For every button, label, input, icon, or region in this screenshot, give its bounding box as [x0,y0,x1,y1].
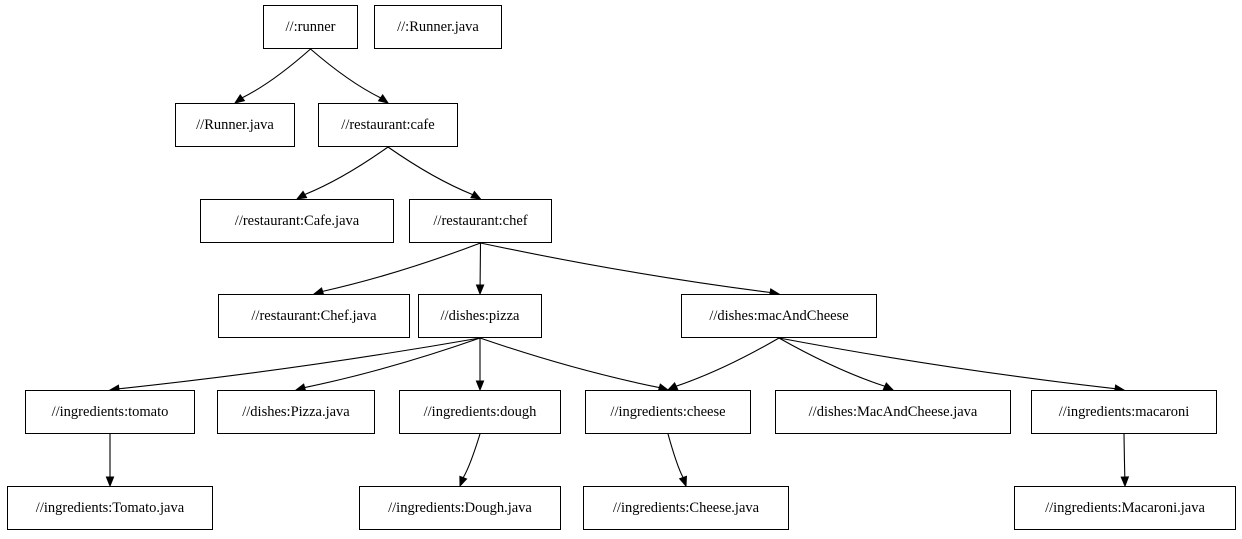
graph-node-label: //ingredients:Macaroni.java [1045,499,1205,516]
graph-edge-arrowhead [379,95,388,103]
graph-node-label: //dishes:MacAndCheese.java [808,403,978,420]
graph-edge-macaroni-to-macaroni_java [1124,434,1125,477]
graph-node-tomato[interactable] [25,390,195,434]
graph-edge-macandcheese-to-cheese [676,338,779,386]
graph-edge-pizza-to-tomato [119,338,480,389]
graph-node-cafe[interactable] [318,103,458,147]
graph-node-label: //ingredients:Tomato.java [35,499,185,516]
graph-node-label: //:Runner.java [397,18,479,35]
graph-edge-arrowhead [106,477,113,486]
graph-edge-arrowhead [297,191,307,199]
graph-edge-runner-to-runner_java [242,49,310,98]
graph-node-label: //dishes:macAndCheese [709,307,849,324]
graph-edge-chef-to-macandcheese [481,243,771,292]
graph-edge-arrowhead [1121,477,1128,486]
graph-edge-cafe-to-cafe_java [305,147,388,195]
graph-node-macaroni[interactable] [1031,390,1217,434]
graph-node-label: //:runner [285,18,336,35]
graph-edge-arrowhead [668,383,678,390]
graph-node-pizza[interactable] [418,294,542,338]
graph-edge-arrowhead [460,476,467,486]
graph-edge-arrowhead [680,476,687,486]
graph-edge-pizza-to-cheese [480,338,659,388]
graph-node-dough_java[interactable] [359,486,561,530]
graph-node-label: //ingredients:dough [423,403,537,420]
graph-node-runner[interactable] [263,5,358,49]
graph-node-label: //ingredients:Dough.java [388,499,532,516]
graph-node-macandcheese_java[interactable] [775,390,1011,434]
graph-edge-runner-to-cafe [311,49,381,98]
graph-node-label: //ingredients:tomato [51,403,169,420]
graph-node-label: //dishes:pizza [440,307,520,324]
graph-node-label: //ingredients:cheese [610,403,726,420]
graph-edge-arrowhead [883,383,893,390]
graph-edge-arrowhead [471,191,481,199]
graph-node-label: //restaurant:Chef.java [251,307,377,324]
graph-node-cheese_java[interactable] [583,486,789,530]
graph-edge-arrowhead [235,95,244,103]
graph-node-chef[interactable] [409,199,552,243]
graph-edge-cafe-to-chef [388,147,473,195]
graph-edge-dough-to-dough_java [463,434,480,478]
graph-node-chef_java[interactable] [218,294,410,338]
graph-node-pizza_java[interactable] [217,390,375,434]
graph-edge-arrowhead [476,381,483,390]
graph-node-label: //restaurant:cafe [341,116,435,133]
graph-node-label: //restaurant:Cafe.java [234,212,360,229]
graph-node-cheese[interactable] [585,390,751,434]
graph-node-label: //dishes:Pizza.java [242,403,350,420]
graph-node-macaroni_java[interactable] [1014,486,1236,530]
graph-edge-macandcheese-to-macaroni [779,338,1115,389]
graph-node-dough[interactable] [399,390,561,434]
graph-edge-cheese-to-cheese_java [668,434,683,477]
graph-node-tomato_java[interactable] [7,486,213,530]
graph-node-cafe_java[interactable] [200,199,394,243]
graph-edge-chef-to-chef_java [323,243,481,291]
graph-edge-arrowhead [476,285,483,294]
graph-node-label: //ingredients:macaroni [1058,403,1190,420]
graph-edge-pizza-to-pizza_java [305,338,480,388]
graph-node-runner_java_root[interactable] [374,5,502,49]
graph-node-label: //restaurant:chef [433,212,528,229]
graph-node-label: //ingredients:Cheese.java [612,499,760,516]
graph-node-runner_java[interactable] [175,103,295,147]
graph-node-macandcheese[interactable] [681,294,877,338]
graph-node-label: //Runner.java [196,116,274,133]
graph-edge-macandcheese-to-macandcheese_java [779,338,885,386]
